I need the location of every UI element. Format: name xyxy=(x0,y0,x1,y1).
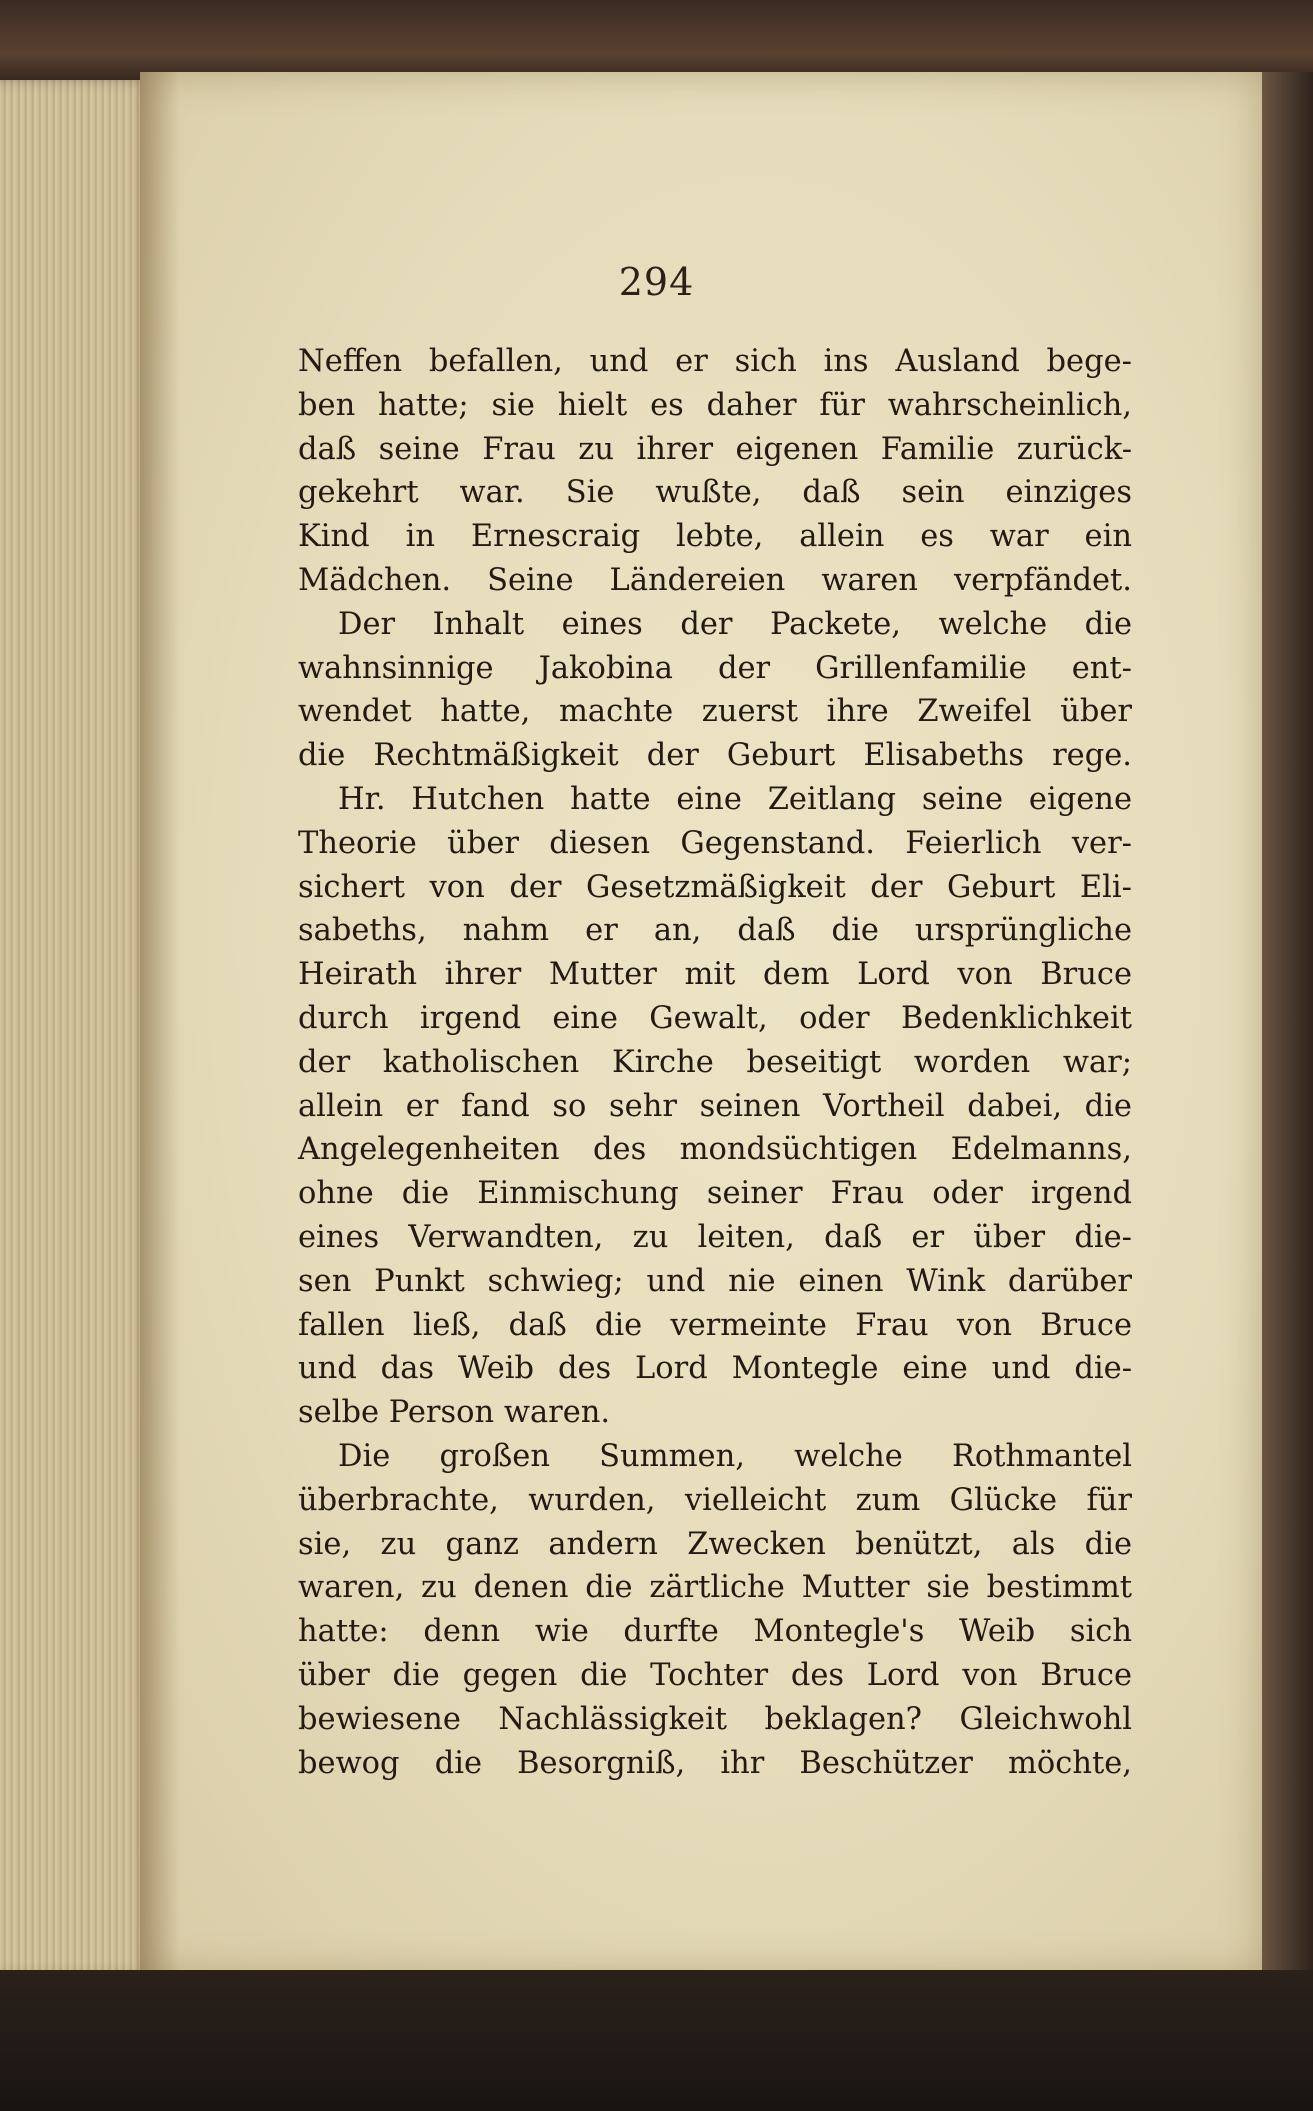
text-line: die Rechtmäßigkeit der Geburt Elisabeths rege. xyxy=(298,738,1132,774)
text-line: selbe Person waren. xyxy=(298,1395,611,1431)
text-line: Neffen befallen, und er sich ins Ausland bege- xyxy=(298,344,1132,379)
text-line: ben hatte; sie hielt es daher für wahrscheinlich, xyxy=(298,387,1132,423)
page-edges xyxy=(0,80,150,1975)
text-line: waren, zu denen die zärtliche Mutter sie bestimmt xyxy=(298,1570,1132,1606)
text-line: eines Verwandten, zu leiten, daß er über die- xyxy=(298,1219,1132,1255)
text-line: der katholischen Kirche beseitigt worden war; xyxy=(298,1044,1132,1080)
text-line: gekehrt war. Sie wußte, daß sein einziges xyxy=(298,475,1132,511)
text-line: wendet hatte, machte zuerst ihre Zweifel über xyxy=(298,694,1132,730)
text-line: Theorie über diesen Gegenstand. Feierlich ver- xyxy=(298,825,1132,861)
text-line: hatte: denn wie durfte Montegle's Weib sich xyxy=(298,1614,1132,1650)
text-line: und das Weib des Lord Montegle eine und die- xyxy=(298,1351,1132,1387)
text-line: allein er fand so sehr seinen Vortheil dabei, die xyxy=(298,1088,1132,1124)
book-cover-right xyxy=(1262,72,1313,1975)
text-line: sen Punkt schwieg; und nie einen Wink darüber xyxy=(298,1263,1132,1299)
text-line: Hr. Hutchen hatte eine Zeitlang seine eigene xyxy=(338,781,1132,817)
text-line: ohne die Einmischung seiner Frau oder irgend xyxy=(298,1176,1132,1212)
text-line: über die gegen die Tochter des Lord von Bruce xyxy=(298,1657,1132,1693)
spine-shadow xyxy=(140,72,180,1975)
text-line: Mädchen. Seine Ländereien waren verpfändet. xyxy=(298,562,1132,598)
text-line: Der Inhalt eines der Packete, welche die xyxy=(338,606,1132,642)
text-line: daß seine Frau zu ihrer eigenen Familie zurück- xyxy=(298,431,1132,467)
text-line: fallen ließ, daß die vermeinte Frau von Bruce xyxy=(298,1307,1132,1343)
text-line: sabeths, nahm er an, daß die ursprüngliche xyxy=(298,913,1132,949)
page-number: 294 xyxy=(618,260,695,304)
text-line: Die großen Summen, welche Rothmantel xyxy=(338,1438,1132,1474)
text-line: bewog die Besorgniß, ihr Beschützer möchte, xyxy=(298,1745,1132,1781)
text-line: sie, zu ganz andern Zwecken benützt, als die xyxy=(298,1526,1132,1562)
text-line: Heirath ihrer Mutter mit dem Lord von Bruce xyxy=(298,957,1132,993)
body-text xyxy=(298,340,1132,1785)
text-line: durch irgend eine Gewalt, oder Bedenklichkeit xyxy=(298,1000,1132,1036)
text-line: überbrachte, wurden, vielleicht zum Glücke für xyxy=(298,1482,1132,1518)
text-line: bewiesene Nachlässigkeit beklagen? Gleichwohl xyxy=(298,1701,1132,1737)
book-cover-bottom xyxy=(0,1970,1313,2111)
text-line: wahnsinnige Jakobina der Grillenfamilie ent- xyxy=(298,650,1132,686)
text-line: sichert von der Gesetzmäßigkeit der Geburt Eli- xyxy=(298,869,1132,905)
text-line: Angelegenheiten des mondsüchtigen Edelmanns, xyxy=(298,1132,1132,1168)
text-line: Kind in Ernescraig lebte, allein es war ein xyxy=(298,519,1132,555)
